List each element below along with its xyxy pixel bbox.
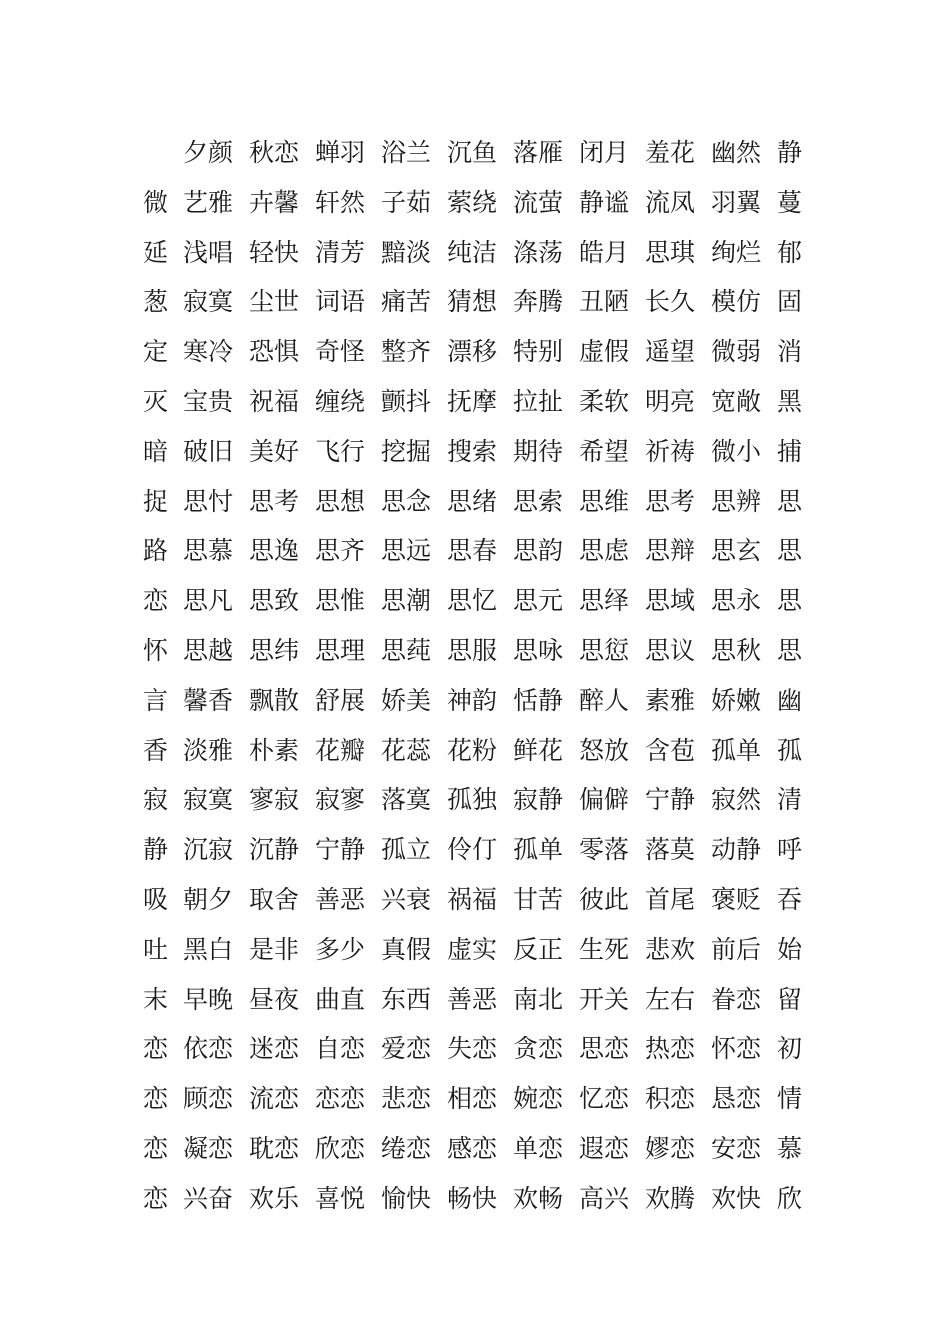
text-line (143, 477, 823, 527)
word-token: 曲直 (315, 984, 366, 1014)
word-token: 自恋 (315, 1034, 366, 1064)
word-token: 萦绕 (447, 187, 498, 217)
word-token: 花瓣 (315, 735, 366, 765)
word-token: 欢腾 (645, 1183, 696, 1213)
word-token: 迷恋 (249, 1034, 300, 1064)
word-token: 柔软 (579, 386, 630, 416)
word-token: 花粉 (447, 735, 498, 765)
word-token: 丑陋 (579, 287, 630, 317)
word-token: 恋恋 (315, 1084, 366, 1114)
word-token: 顾恋 (183, 1084, 234, 1114)
word-token: 纯洁 (447, 237, 498, 267)
word-token: 祝福 (249, 386, 300, 416)
word-token: 感恋 (447, 1133, 498, 1163)
word-token: 思 (777, 586, 803, 616)
word-token: 轩然 (315, 187, 366, 217)
word-token: 特别 (513, 337, 564, 367)
word-token: 思齐 (315, 536, 366, 566)
word-token: 微弱 (711, 337, 762, 367)
word-token: 落雁 (513, 138, 564, 167)
word-token: 美好 (249, 436, 300, 466)
word-token: 绚烂 (711, 237, 762, 267)
word-token: 思辩 (645, 536, 696, 566)
word-token: 恋 (143, 1133, 169, 1163)
word-token: 开关 (579, 984, 630, 1014)
word-token: 静 (143, 835, 169, 865)
text-line (143, 1174, 823, 1224)
word-token: 宁静 (315, 835, 366, 865)
text-line (143, 178, 823, 228)
word-token: 吞 (777, 884, 803, 914)
word-token: 期待 (513, 436, 564, 466)
word-token: 浴兰 (381, 138, 432, 167)
word-token: 固 (777, 287, 803, 317)
word-token: 婉恋 (513, 1084, 564, 1114)
word-token: 颤抖 (381, 386, 432, 416)
word-token: 缠绕 (315, 386, 366, 416)
word-token: 静 (777, 138, 803, 167)
word-token: 欢畅 (513, 1183, 564, 1213)
word-token: 思辨 (711, 486, 762, 516)
text-line (143, 228, 823, 278)
word-token: 路 (143, 536, 169, 566)
word-token: 流凤 (645, 187, 696, 217)
word-token: 相恋 (447, 1084, 498, 1114)
word-token: 寂静 (513, 785, 564, 815)
word-token: 孤独 (447, 785, 498, 815)
word-token: 褒贬 (711, 884, 762, 914)
word-token: 思玄 (711, 536, 762, 566)
word-token: 思议 (645, 635, 696, 665)
word-token: 善恶 (447, 984, 498, 1014)
word-token: 娇嫩 (711, 685, 762, 715)
word-token: 偏僻 (579, 785, 630, 815)
word-token: 艺雅 (183, 187, 234, 217)
word-token: 捉 (143, 486, 169, 516)
word-token: 前后 (711, 934, 762, 964)
word-token: 恋 (143, 1183, 169, 1213)
text-line (143, 1074, 823, 1124)
word-token: 寂寞 (183, 287, 234, 317)
word-token: 思 (777, 635, 803, 665)
word-token: 蝉羽 (315, 138, 366, 167)
word-token: 耽恋 (249, 1133, 300, 1163)
word-token: 痛苦 (381, 287, 432, 317)
word-token: 嫪恋 (645, 1133, 696, 1163)
word-token: 皓月 (579, 237, 630, 267)
word-token: 拉扯 (513, 386, 564, 416)
word-token: 兴奋 (183, 1183, 234, 1213)
word-token: 思潮 (381, 586, 432, 616)
word-token: 思忆 (447, 586, 498, 616)
word-token: 安恋 (711, 1133, 762, 1163)
word-token: 思凡 (183, 586, 234, 616)
word-token: 含苞 (645, 735, 696, 765)
word-token: 贪恋 (513, 1034, 564, 1064)
word-token: 绻恋 (381, 1133, 432, 1163)
word-token: 悲恋 (381, 1084, 432, 1114)
word-token: 祈祷 (645, 436, 696, 466)
word-token: 寂寞 (183, 785, 234, 815)
word-token: 思念 (381, 486, 432, 516)
word-token: 言 (143, 685, 169, 715)
word-token: 挖掘 (381, 436, 432, 466)
word-token: 黑 (777, 386, 803, 416)
text-line (143, 327, 823, 377)
word-token: 孤立 (381, 835, 432, 865)
word-token: 单恋 (513, 1133, 564, 1163)
word-token: 奇怪 (315, 337, 366, 367)
text-line (143, 825, 823, 875)
word-token: 定 (143, 337, 169, 367)
word-token: 思考 (645, 486, 696, 516)
word-token: 呼 (777, 835, 803, 865)
word-token: 思咏 (513, 635, 564, 665)
word-token: 热恋 (645, 1034, 696, 1064)
word-token: 朴素 (249, 735, 300, 765)
word-token: 遐恋 (579, 1133, 630, 1163)
word-token: 虚实 (447, 934, 498, 964)
text-line (143, 526, 823, 576)
word-token: 吐 (143, 934, 169, 964)
word-token: 舒展 (315, 685, 366, 715)
word-token: 香 (143, 735, 169, 765)
word-token: 卉馨 (249, 187, 300, 217)
word-token: 思秋 (711, 635, 762, 665)
word-token: 抚摩 (447, 386, 498, 416)
text-line (143, 1124, 823, 1174)
word-token: 搜索 (447, 436, 498, 466)
word-token: 伶仃 (447, 835, 498, 865)
word-token: 寂寥 (315, 785, 366, 815)
word-token: 延 (143, 237, 169, 267)
word-token: 欢快 (711, 1183, 762, 1213)
word-token: 淡雅 (183, 735, 234, 765)
text-line (143, 726, 823, 776)
word-token: 遥望 (645, 337, 696, 367)
word-token: 希望 (579, 436, 630, 466)
word-token: 反正 (513, 934, 564, 964)
word-token: 兴衰 (381, 884, 432, 914)
word-token: 欣恋 (315, 1133, 366, 1163)
word-token: 沉寂 (183, 835, 234, 865)
word-token: 黯淡 (381, 237, 432, 267)
text-line (143, 128, 823, 178)
word-token: 微小 (711, 436, 762, 466)
word-token: 喜悦 (315, 1183, 366, 1213)
word-token: 祸福 (447, 884, 498, 914)
word-token: 黑白 (183, 934, 234, 964)
text-line (143, 775, 823, 825)
word-token: 幽 (777, 685, 803, 715)
word-token: 秋恋 (249, 138, 300, 167)
word-token: 清芳 (315, 237, 366, 267)
word-token: 生死 (579, 934, 630, 964)
word-token: 思莼 (381, 635, 432, 665)
word-token: 思越 (183, 635, 234, 665)
word-token: 葱 (143, 287, 169, 317)
word-token: 馨香 (183, 685, 234, 715)
word-token: 蔓 (777, 187, 803, 217)
word-token: 恋 (143, 1034, 169, 1064)
word-token: 愉快 (381, 1183, 432, 1213)
word-token: 漂移 (447, 337, 498, 367)
word-token: 夕颜 (183, 138, 234, 167)
word-token: 思 (777, 486, 803, 516)
word-token: 欣 (777, 1183, 803, 1213)
word-token: 早晚 (183, 984, 234, 1014)
word-token: 思虑 (579, 536, 630, 566)
word-token: 宽敞 (711, 386, 762, 416)
word-token: 猜想 (447, 287, 498, 317)
word-token: 恳恋 (711, 1084, 762, 1114)
word-token: 首尾 (645, 884, 696, 914)
word-token: 子茹 (381, 187, 432, 217)
word-list-body (143, 128, 823, 1224)
word-token: 飞行 (315, 436, 366, 466)
word-token: 慕 (777, 1133, 803, 1163)
word-token: 模仿 (711, 287, 762, 317)
word-token: 寥寂 (249, 785, 300, 815)
word-token: 思元 (513, 586, 564, 616)
word-token: 思理 (315, 635, 366, 665)
word-token: 思恋 (579, 1034, 630, 1064)
word-token: 依恋 (183, 1034, 234, 1064)
word-token: 微 (143, 187, 169, 217)
word-token: 暗 (143, 436, 169, 466)
word-token: 欢乐 (249, 1183, 300, 1213)
text-line (143, 975, 823, 1025)
word-token: 思维 (579, 486, 630, 516)
word-token: 思域 (645, 586, 696, 616)
word-token: 左右 (645, 984, 696, 1014)
word-token: 思服 (447, 635, 498, 665)
word-token: 灭 (143, 386, 169, 416)
word-token: 清 (777, 785, 803, 815)
word-token: 思韵 (513, 536, 564, 566)
word-token: 思考 (249, 486, 300, 516)
word-token: 沉鱼 (447, 138, 498, 167)
word-token: 花蕊 (381, 735, 432, 765)
word-token: 凝恋 (183, 1133, 234, 1163)
text-line (143, 925, 823, 975)
word-token: 朝夕 (183, 884, 234, 914)
word-token: 幽然 (711, 138, 762, 167)
word-token: 孤 (777, 735, 803, 765)
word-token: 恬静 (513, 685, 564, 715)
word-token: 羞花 (645, 138, 696, 167)
word-token: 思逸 (249, 536, 300, 566)
word-token: 真假 (381, 934, 432, 964)
word-token: 思绪 (447, 486, 498, 516)
word-token: 思索 (513, 486, 564, 516)
text-line (143, 576, 823, 626)
word-token: 甘苦 (513, 884, 564, 914)
text-line (143, 1024, 823, 1074)
word-token: 思惟 (315, 586, 366, 616)
word-token: 思忖 (183, 486, 234, 516)
word-token: 怀恋 (711, 1034, 762, 1064)
word-token: 捕 (777, 436, 803, 466)
word-token: 长久 (645, 287, 696, 317)
word-token: 思永 (711, 586, 762, 616)
word-token: 昼夜 (249, 984, 300, 1014)
word-token: 孤单 (513, 835, 564, 865)
word-token: 怒放 (579, 735, 630, 765)
word-token: 恋 (143, 1084, 169, 1114)
word-token: 静谧 (579, 187, 630, 217)
text-line (143, 377, 823, 427)
word-token: 善恶 (315, 884, 366, 914)
text-line (143, 626, 823, 676)
word-token: 眷恋 (711, 984, 762, 1014)
word-token: 思琪 (645, 237, 696, 267)
word-token: 始 (777, 934, 803, 964)
word-token: 思想 (315, 486, 366, 516)
word-token: 鲜花 (513, 735, 564, 765)
word-token: 尘世 (249, 287, 300, 317)
word-token: 寒冷 (183, 337, 234, 367)
word-token: 彼此 (579, 884, 630, 914)
word-token: 宁静 (645, 785, 696, 815)
word-token: 破旧 (183, 436, 234, 466)
text-line (143, 875, 823, 925)
word-token: 思 (777, 536, 803, 566)
word-token: 虚假 (579, 337, 630, 367)
word-token: 素雅 (645, 685, 696, 715)
word-token: 取舍 (249, 884, 300, 914)
word-token: 思远 (381, 536, 432, 566)
word-token: 思愆 (579, 635, 630, 665)
word-token: 南北 (513, 984, 564, 1014)
word-token: 东西 (381, 984, 432, 1014)
word-token: 整齐 (381, 337, 432, 367)
word-token: 流恋 (249, 1084, 300, 1114)
word-token: 零落 (579, 835, 630, 865)
word-token: 闭月 (579, 138, 630, 167)
word-token: 爱恋 (381, 1034, 432, 1064)
word-token: 娇美 (381, 685, 432, 715)
word-token: 醉人 (579, 685, 630, 715)
word-token: 宝贵 (183, 386, 234, 416)
word-token: 轻快 (249, 237, 300, 267)
word-token: 神韵 (447, 685, 498, 715)
word-token: 积恋 (645, 1084, 696, 1114)
word-token: 词语 (315, 287, 366, 317)
word-token: 情 (777, 1084, 803, 1114)
word-token: 涤荡 (513, 237, 564, 267)
word-token: 沉静 (249, 835, 300, 865)
word-token: 吸 (143, 884, 169, 914)
word-token: 悲欢 (645, 934, 696, 964)
word-token: 初 (777, 1034, 803, 1064)
word-token: 流萤 (513, 187, 564, 217)
word-token: 寂 (143, 785, 169, 815)
word-token: 羽翼 (711, 187, 762, 217)
word-token: 飘散 (249, 685, 300, 715)
word-token: 畅快 (447, 1183, 498, 1213)
word-token: 怀 (143, 635, 169, 665)
word-token: 动静 (711, 835, 762, 865)
word-token: 明亮 (645, 386, 696, 416)
word-token: 奔腾 (513, 287, 564, 317)
text-line (143, 427, 823, 477)
word-token: 浅唱 (183, 237, 234, 267)
word-token: 恐惧 (249, 337, 300, 367)
word-token: 消 (777, 337, 803, 367)
text-line (143, 277, 823, 327)
word-token: 思春 (447, 536, 498, 566)
word-token: 思慕 (183, 536, 234, 566)
word-token: 郁 (777, 237, 803, 267)
word-token: 思绎 (579, 586, 630, 616)
word-token: 忆恋 (579, 1084, 630, 1114)
word-token: 失恋 (447, 1034, 498, 1064)
word-token: 多少 (315, 934, 366, 964)
word-token: 高兴 (579, 1183, 630, 1213)
word-token: 寂然 (711, 785, 762, 815)
word-token: 思纬 (249, 635, 300, 665)
word-token: 思致 (249, 586, 300, 616)
word-token: 恋 (143, 586, 169, 616)
word-token: 留 (777, 984, 803, 1014)
word-token: 是非 (249, 934, 300, 964)
word-token: 落寞 (381, 785, 432, 815)
word-token: 落莫 (645, 835, 696, 865)
text-line (143, 676, 823, 726)
word-token: 孤单 (711, 735, 762, 765)
word-token: 末 (143, 984, 169, 1014)
